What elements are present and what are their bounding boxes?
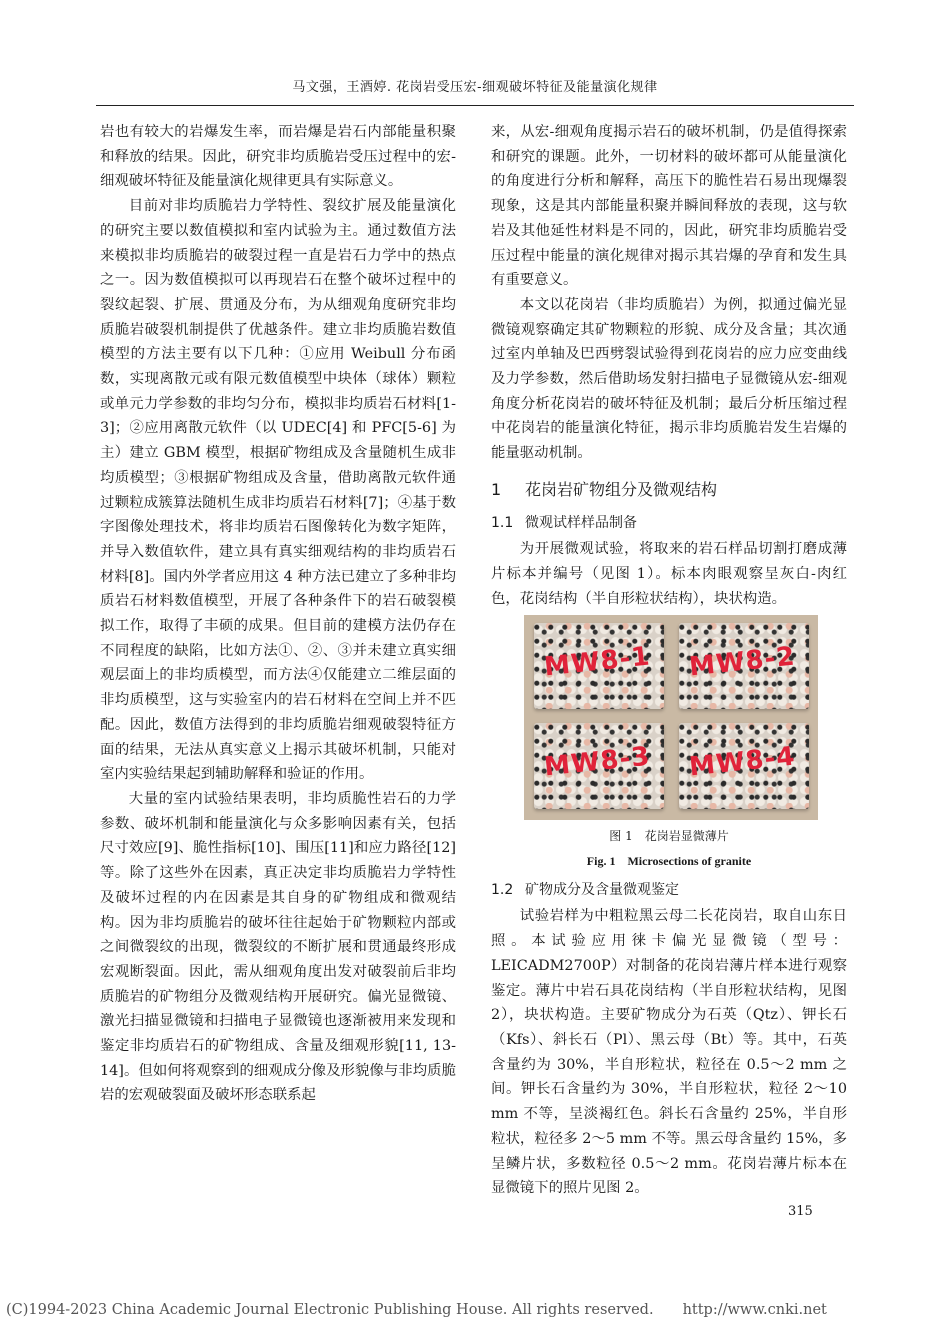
specimen-1	[534, 623, 664, 709]
figure-caption-en: Fig. 1 Microsections of granite	[586, 854, 752, 869]
paragraph: 大量的室内试验结果表明，非均质脆性岩石的力学参数、破坏机制和能量演化与众多影响因素有关，包括尺寸效应[9]、脆性指标[10]、围压[11]和应力路径[12]等。除了这些外在因素，真正决定非均质脆岩力学特性及破坏过程的内在因素是其自身的矿物组成和微观结构。因为非均质脆岩的破坏往往起始于矿物颗粒内部或之间微裂纹的出现，微裂纹的不断扩展和贯通最终形成宏观断裂面。因此，需从细观角度出发对破裂前后非均质脆岩的矿物组分及微观结构开展研究。偏光显微镜、激光扫描显微镜和扫描电子显微镜也逐渐被用来发现和鉴定非均质岩石的矿物组成、含量及细观形貌[11, 13-14]。但如何将观察到的细观成分像及形貌像与非均质脆岩的宏观破裂面及破坏形态联系起	[100, 790, 456, 1104]
paragraph: 目前对非均质脆岩力学特性、裂纹扩展及能量演化的研究主要以数值模拟和室内试验为主。通过数值方法来模拟非均质脆岩的破裂过程一直是岩石力学中的热点之一。因为数值模拟可以再现岩石在整个破坏过程中的裂纹起裂、扩展、贯通及分布，为从细观角度研究非均质脆岩破裂机制提供了优越条件。建立非均质脆岩数值模型的方法主要有以下几种：①应用 Weibull 分布函数，实现离散元或有限元数值模型中块体（球体）颗粒或单元力学参数的非均匀分布，模拟非均质岩石材料[1-3]；②应用离散元软件（以 UDEC[4] 和 PFC[5-6] 为主）建立 GBM 模型，根据矿物组成及含量随机生成非均质模型；③根据矿物组成及含量，借助离散元软件通过颗粒成簇算法随机生成非均质岩石材料[7]；④基于数字图像处理技术，将非均质岩石图像转化为数字矩阵，并导入数值软件，建立具有真实细观结构的非均质岩石材料[8]。国内外学者应用这 4 种方法已建立了多种非均质岩石材料数值模型，开展了各种条件下的岩石破裂模拟工作，取得了丰硕的成果。但目前的建模方法仍存在不同程度的缺陷，比如方法①、②、③并未建立真实细观层面上的非均质模型，而方法④仅能建立二维层面的非均质模型，这与实验室内的岩石材料在空间上并不匹配。因此，数值方法得到的非均质脆岩细观破裂特征方面的结果，无法从真实意义上揭示其破坏机制，只能对室内实验结果起到辅助解释和验证的作用。	[100, 198, 456, 783]
page-number: 315	[788, 1204, 813, 1219]
section-heading-1-1	[491, 511, 847, 536]
specimen-3	[534, 723, 664, 809]
specimen-label: MW8-1	[542, 641, 652, 683]
specimen-4	[679, 723, 809, 809]
paragraph: 本文以花岗岩（非均质脆岩）为例，拟通过偏光显微镜观察确定其矿物颗粒的形貌、成分及含量；其次通过室内单轴及巴西劈裂试验得到花岗岩的应力应变曲线及力学参数，然后借助场发射扫描电子显微镜从宏-细观角度分析花岗岩的破坏特征及机制；最后分析压缩过程中花岗岩的能量演化特征，揭示非均质脆岩发生岩爆的能量驱动机制。	[491, 296, 847, 462]
paragraph: 来，从宏-细观角度揭示岩石的破坏机制，仍是值得探索和研究的课题。此外，一切材料的破坏都可从能量演化的角度进行分析和解释，高压下的脆性岩石易出现爆裂现象，这是其内部能量积聚并瞬间释放的表现，这与软岩及其他延性材料是不同的，因此，研究非均质脆岩受压过程中能量的演化规律对揭示其岩爆的孕育和发生具有重要意义。	[491, 124, 847, 289]
left-column	[100, 120, 456, 1108]
specimen-label: MW8-3	[542, 741, 652, 783]
section-number: 1.1	[491, 514, 514, 531]
paragraph: 试验岩样为中粗粒黑云母二长花岗岩，取自山东日照。本试验应用徕卡偏光显微镜（型号：LEICADM2700P）对制备的花岗岩薄片样本进行观察鉴定。薄片中岩石具花岗结构（半自形粒状结构，见图 2），块状构造。主要矿物成分为石英（Qtz）、钾长石（Kfs）、斜长石（Pl）、黑云母（Bt）等。其中，石英含量约为 30%，半自形粒状，粒径在 0.5～2 mm 之间。钾长石含量约为 30%，半自形粒状，粒径 2～10 mm 不等，呈淡褐红色。斜长石含量约 25%，半自形粒状，粒径多 2～5 mm 不等。黑云母含量约 15%，多呈鳞片状，多数粒径 0.5～2 mm。花岗岩薄片标本在显微镜下的照片见图 2。	[491, 908, 847, 1197]
paragraph: 为开展微观试验，将取来的岩石样品切割打磨成薄片标本并编号（见图 1）。标本肉眼观察呈灰白-肉红色，花岗结构（半自形粒状结构），块状构造。	[491, 541, 847, 607]
figure-granite-photo	[524, 615, 818, 820]
section-title: 矿物成分及含量微观鉴定	[525, 881, 679, 898]
section-number: 1	[491, 479, 502, 499]
right-column	[491, 120, 847, 1201]
specimen-2	[679, 623, 809, 709]
copyright-footer: (C)1994-2023 China Academic Journal Electronic Publishing House. All rights reserved. http://www.cnki.net	[6, 1302, 827, 1318]
section-title: 微观试样样品制备	[525, 514, 637, 531]
specimen-label: MW8-2	[687, 641, 797, 683]
figure-caption-cn: 图 1 花岗岩显微薄片	[609, 829, 729, 844]
running-title: 马文强，王酒婷. 花岗岩受压宏-细观破坏特征及能量演化规律	[96, 76, 854, 106]
paragraph: 岩也有较大的岩爆发生率，而岩爆是岩石内部能量积聚和释放的结果。因此，研究非均质脆岩受压过程中的宏-细观破坏特征及能量演化规律更具有实际意义。	[100, 124, 456, 190]
specimen-label: MW8-4	[687, 741, 797, 783]
section-title: 花岗岩矿物组分及微观结构	[525, 479, 718, 499]
section-number: 1.2	[491, 881, 514, 898]
section-heading-1	[491, 478, 847, 503]
section-heading-1-2	[491, 878, 847, 903]
